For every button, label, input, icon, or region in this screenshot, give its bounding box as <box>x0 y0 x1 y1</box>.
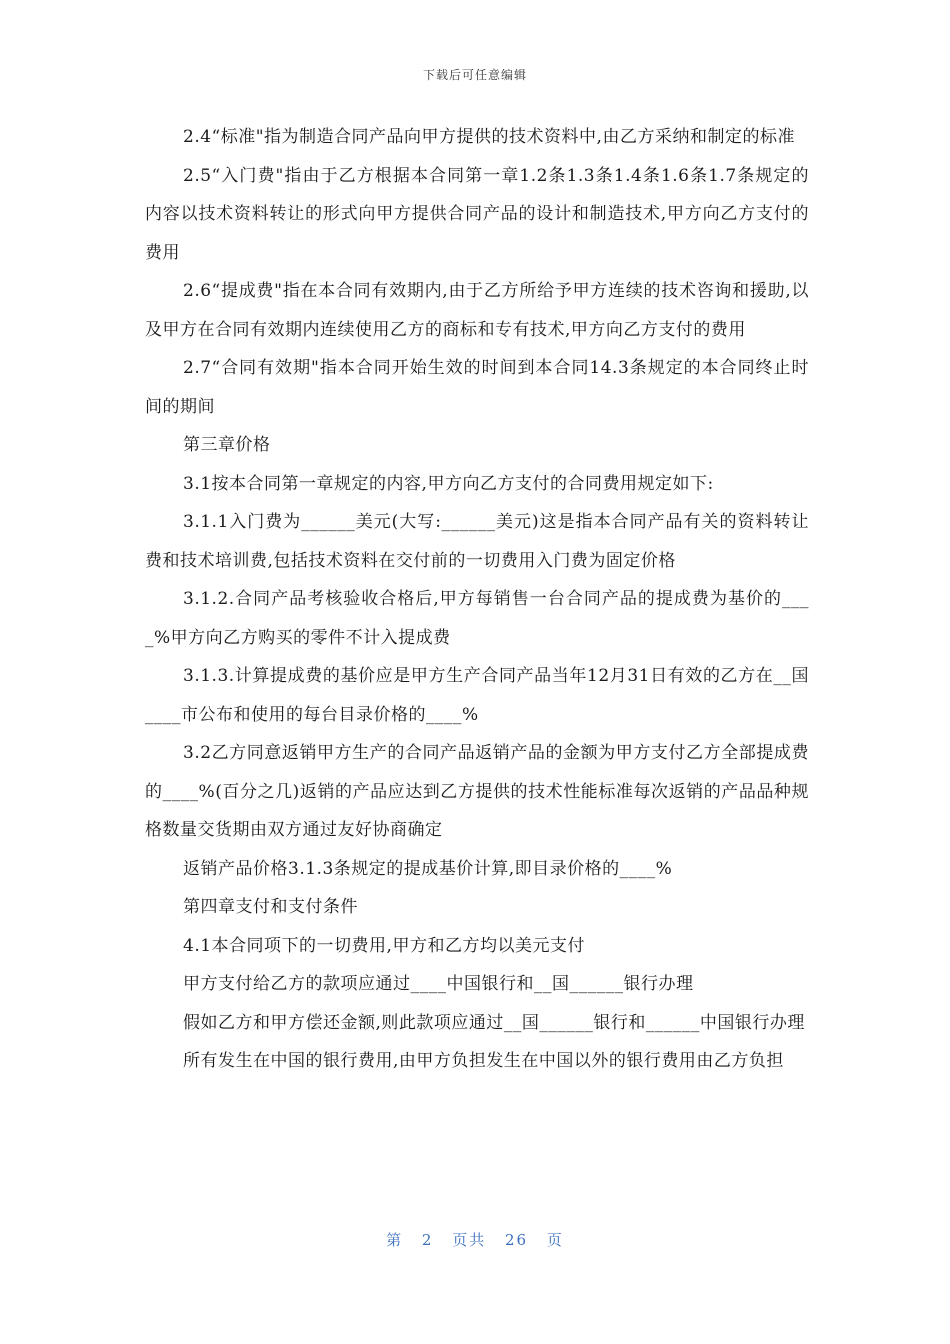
paragraph-bank-fees: 所有发生在中国的银行费用,由甲方负担发生在中国以外的银行费用由乙方负担 <box>183 1051 784 1071</box>
paragraph-buyback-price: 返销产品价格3.1.3条规定的提成基价计算,即目录价格的____% <box>183 858 673 879</box>
paragraph-payment-bank: 甲方支付给乙方的款项应通过____中国银行和__国______银行办理 <box>183 974 694 994</box>
chapter-4-heading: 第四章支付和支付条件 <box>183 897 358 917</box>
paragraph-2-5: 2.5“入门费"指由于乙方根据本合同第一章1.2条1.3条1.4条1.6条1.7条规定的内容以技术资料转让的形式向甲方提供合同产品的设计和制造技术,甲方向乙方支付的费用 <box>145 165 809 263</box>
paragraph-3-1-1: 3.1.1入门费为______美元(大写:______美元)这是指本合同产品有关的资料转让费和技术培训费,包括技术资料在交付前的一切费用入门费为固定价格 <box>145 512 809 571</box>
paragraph-3-1-2: 3.1.2.合同产品考核验收合格后,甲方每销售一台合同产品的提成费为基价的____%甲方向乙方购买的零件不计入提成费 <box>145 589 809 648</box>
paragraph-2-6: 2.6“提成费"指在本合同有效期内,由于乙方所给予甲方连续的技术咨询和援助,以及甲方在合同有效期内连续使用乙方的商标和专有技术,甲方向乙方支付的费用 <box>145 281 809 340</box>
paragraph-2-7: 2.7“合同有效期"指本合同开始生效的时间到本合同14.3条规定的本合同终止时间的期间 <box>145 358 809 417</box>
document-body <box>145 118 809 1081</box>
chapter-3-heading: 第三章价格 <box>183 435 271 455</box>
paragraph-repayment-bank: 假如乙方和甲方偿还金额,则此款项应通过__国______银行和______中国银行办理 <box>183 1012 805 1033</box>
paragraph-4-1: 4.1本合同项下的一切费用,甲方和乙方均以美元支付 <box>183 935 585 956</box>
footer-total-pages: 26 <box>505 1231 529 1249</box>
page-footer <box>0 1229 950 1250</box>
paragraph-3-1-3: 3.1.3.计算提成费的基价应是甲方生产合同产品当年12月31日有效的乙方在__国____市公布和使用的每台目录价格的____% <box>145 666 809 725</box>
paragraph-3-2: 3.2乙方同意返销甲方生产的合同产品返销产品的金额为甲方支付乙方全部提成费的____%(百分之几)返销的产品应达到乙方提供的技术性能标准每次返销的产品品种规格数量交货期由双方通过友好协商确定 <box>145 743 809 840</box>
paragraph-3-1: 3.1按本合同第一章规定的内容,甲方向乙方支付的合同费用规定如下: <box>183 473 714 494</box>
footer-prefix: 第 <box>386 1231 404 1249</box>
footer-middle: 页共 <box>452 1231 487 1249</box>
footer-suffix: 页 <box>546 1231 564 1249</box>
footer-current-page: 2 <box>421 1231 434 1249</box>
page-header: 下载后可任意编辑 <box>422 68 527 82</box>
paragraph-2-4: 2.4“标准"指为制造合同产品向甲方提供的技术资料中,由乙方采纳和制定的标准 <box>183 127 795 147</box>
